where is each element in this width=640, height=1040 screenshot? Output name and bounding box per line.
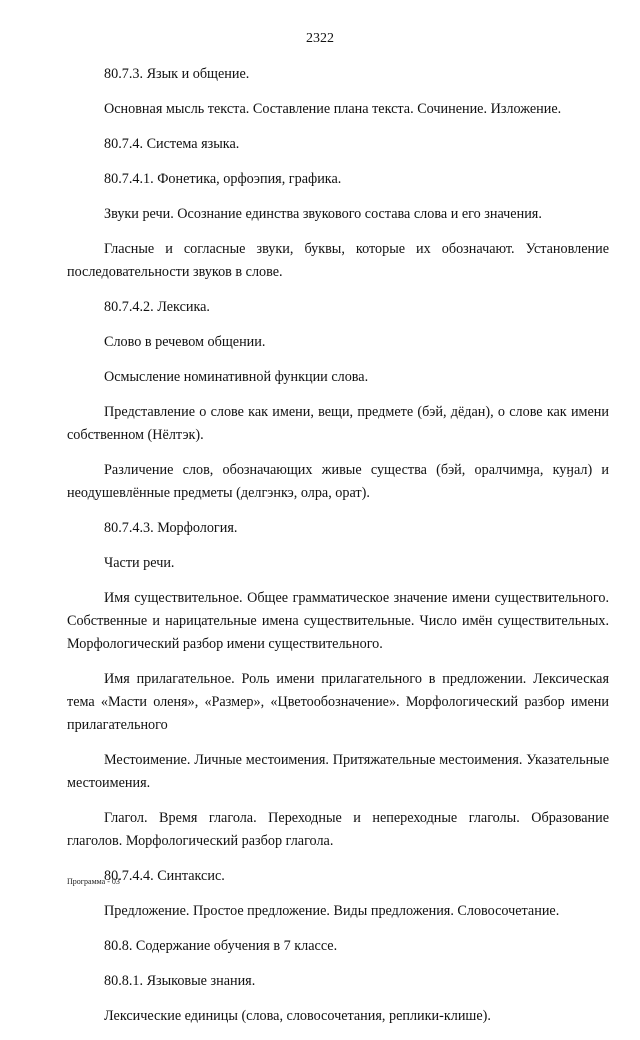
paragraph-text-plan: Основная мысль текста. Составление плана текста. Сочинение. Изложение. — [104, 101, 562, 117]
section-heading-lexicon: 80.7.4.2. Лексика. — [104, 299, 210, 315]
document-body — [67, 63, 609, 1040]
section-heading-language-knowledge: 80.8.1. Языковые знания. — [104, 973, 256, 989]
page-number: 2322 — [306, 31, 334, 46]
paragraph-verb: Глагол. Время глагола. Переходные и непереходные глаголы. Образование глаголов. Морфологический разбор глагола. — [67, 810, 609, 849]
paragraph-lexical-units: Лексические единицы (слова, словосочетания, реплики-клише). — [104, 1008, 491, 1024]
section-heading-morphology: 80.7.4.3. Морфология. — [104, 520, 238, 536]
section-heading-language-system: 80.7.4. Система языка. — [104, 136, 240, 152]
paragraph-animate-inanimate: Различение слов, обозначающих живые существа (бэй, оралчимӈа, куӈал) и неодушевлённые предметы (делгэнкэ, олра, орат). — [67, 462, 609, 501]
section-heading-grade-7: 80.8. Содержание обучения в 7 классе. — [104, 938, 338, 954]
paragraph-nominative-function: Осмысление номинативной функции слова. — [104, 369, 369, 385]
paragraph-word-as-name: Представление о слове как имени, вещи, предмете (бэй, дёдан), о слове как имени собственном (Нёлтэк). — [67, 404, 609, 443]
footer-program-label: Программа - 03 — [67, 877, 120, 886]
section-heading-syntax: 80.7.4.4. Синтаксис. — [104, 868, 225, 884]
paragraph-speech-sounds: Звуки речи. Осознание единства звукового состава слова и его значения. — [104, 206, 542, 222]
paragraph-parts-of-speech: Части речи. — [104, 555, 175, 571]
section-heading-phonetics: 80.7.4.1. Фонетика, орфоэпия, графика. — [104, 171, 342, 187]
section-heading-language-communication: 80.7.3. Язык и общение. — [104, 66, 250, 82]
paragraph-adjective: Имя прилагательное. Роль имени прилагательного в предложении. Лексическая тема «Масти оленя», «Размер», «Цветообозначение». Морфологический разбор имени прилагательного — [67, 671, 609, 733]
paragraph-vowels-consonants: Гласные и согласные звуки, буквы, которые их обозначают. Установление последовательности звуков в слове. — [67, 241, 609, 280]
paragraph-noun: Имя существительное. Общее грамматическое значение имени существительного. Собственные и нарицательные имена существительные. Число имён существительных. Морфологический разбор имени существительного. — [67, 590, 609, 652]
paragraph-word-speech: Слово в речевом общении. — [104, 334, 266, 350]
paragraph-pronoun: Местоимение. Личные местоимения. Притяжательные местоимения. Указательные местоимения. — [67, 752, 609, 791]
paragraph-sentence: Предложение. Простое предложение. Виды предложения. Словосочетание. — [104, 903, 560, 919]
